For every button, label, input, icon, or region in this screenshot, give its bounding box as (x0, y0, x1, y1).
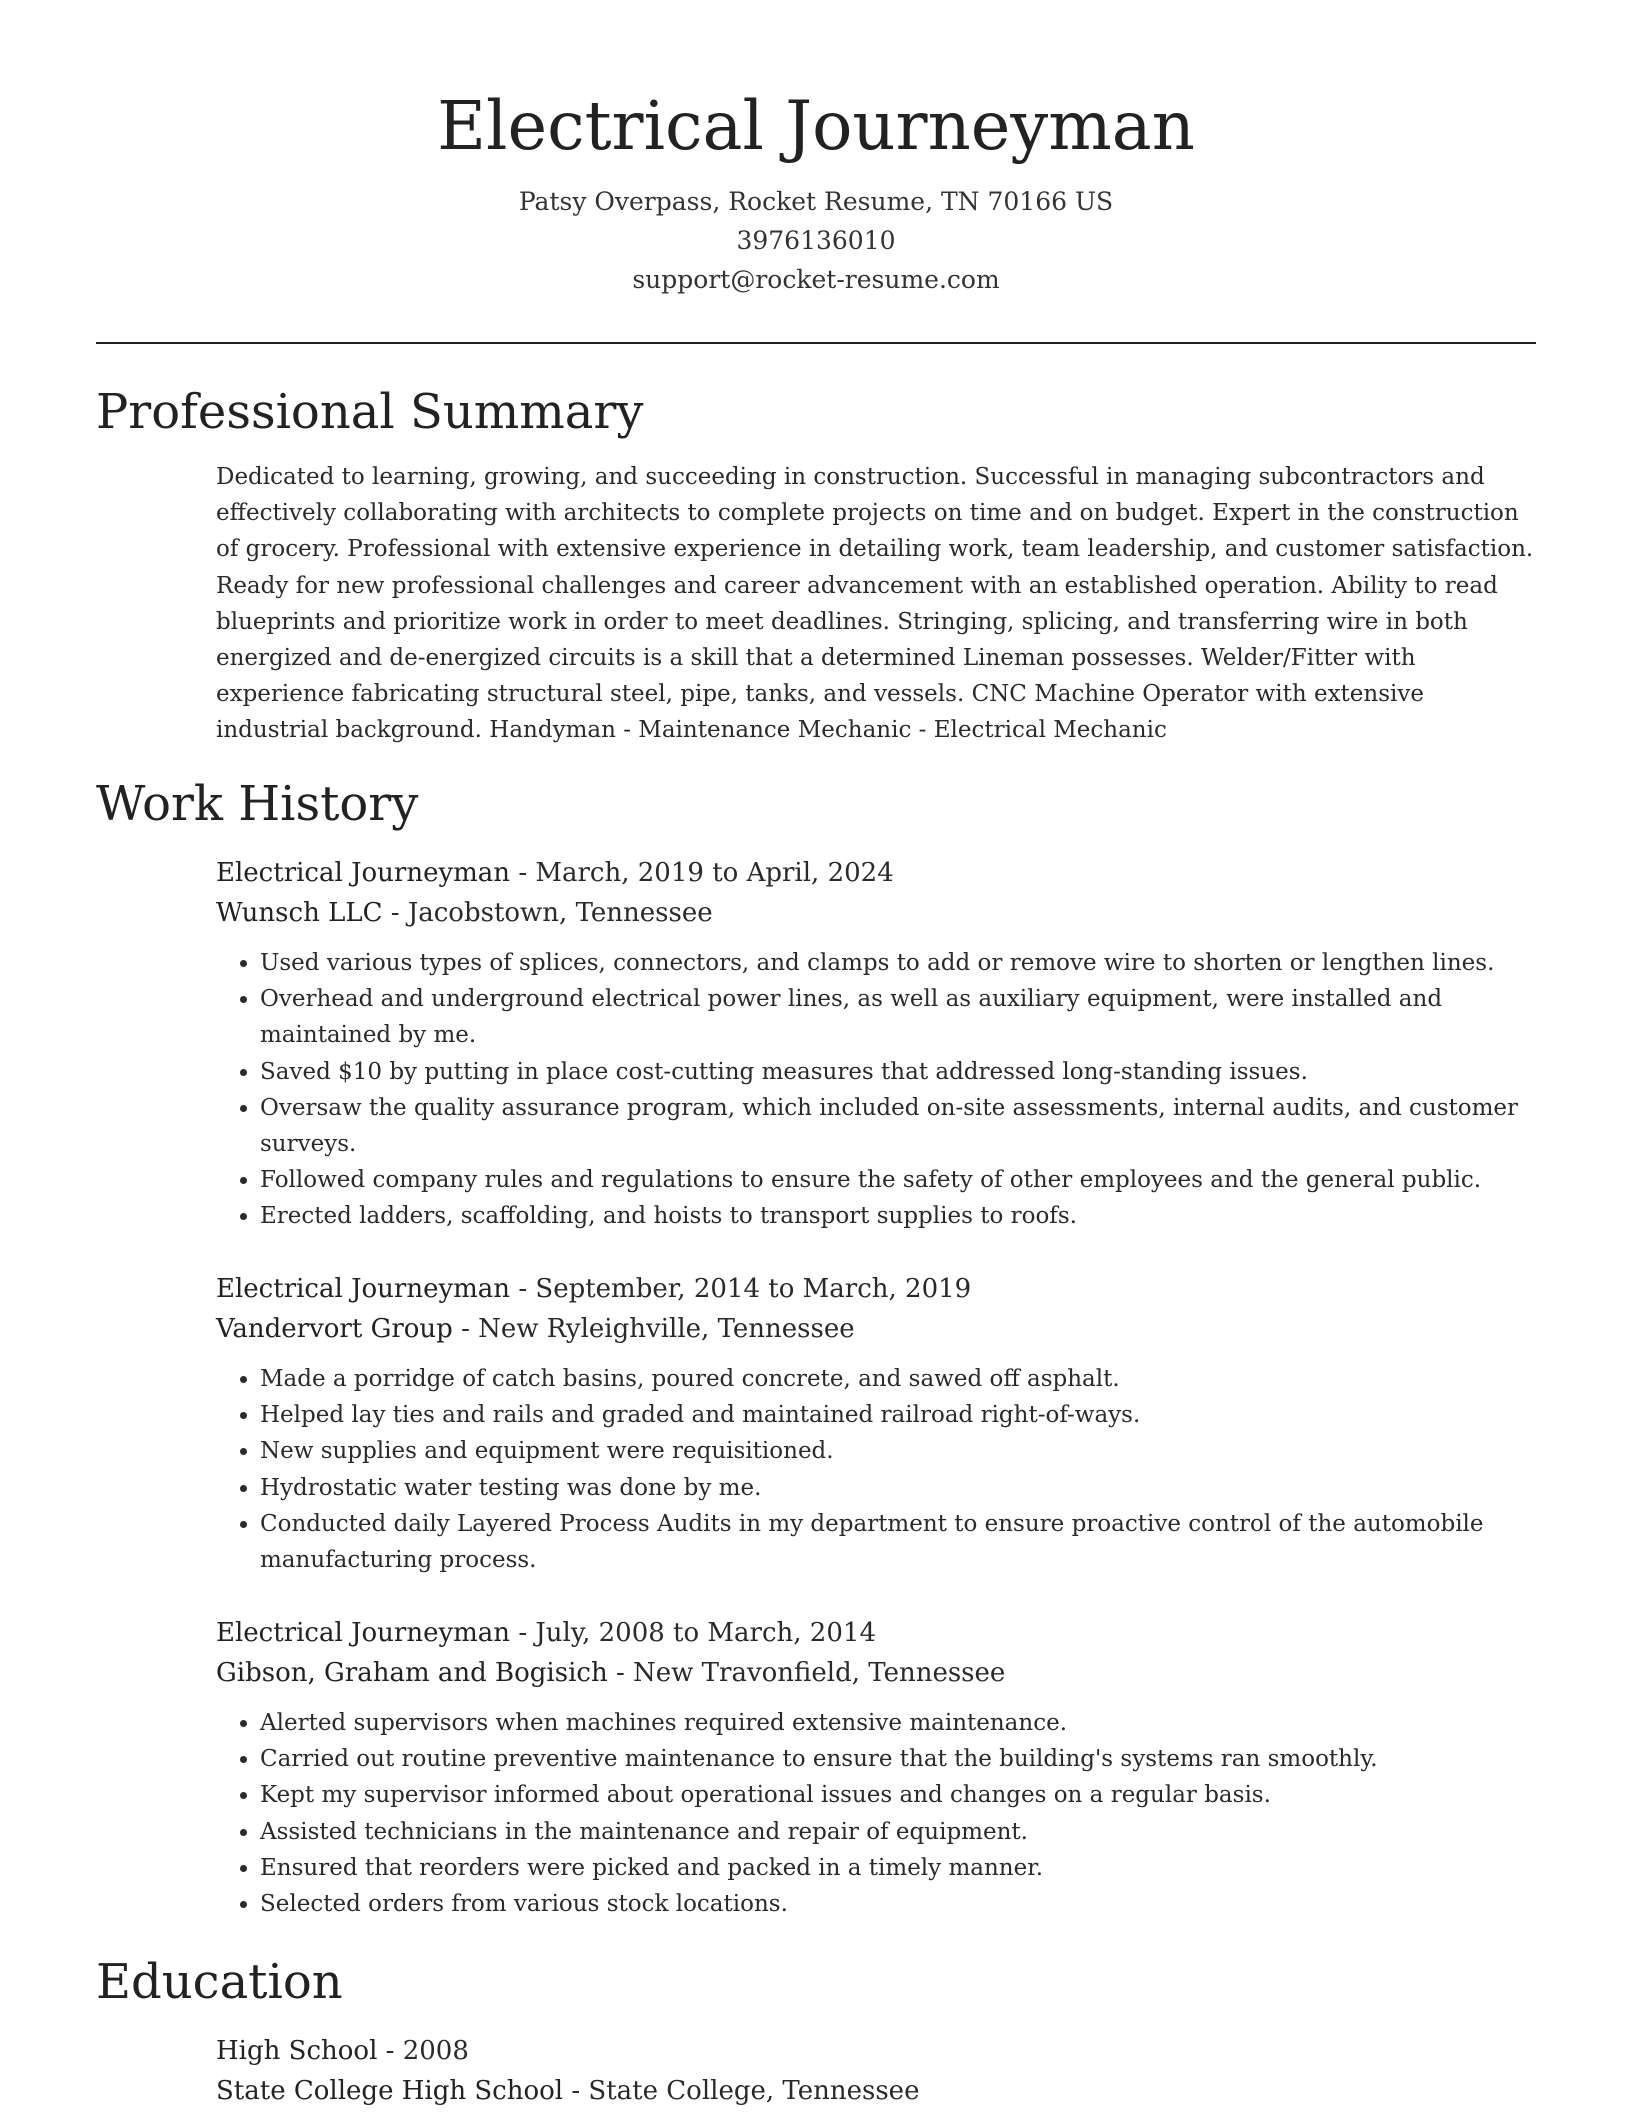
list-item: • Oversaw the quality assurance program, which included on-site assessments, internal audits, and customer surveys. (260, 1090, 1540, 1162)
list-item: • New supplies and equipment were requisitioned. (260, 1433, 1540, 1469)
list-item: • Made a porridge of catch basins, poured concrete, and sawed off asphalt. (260, 1361, 1540, 1397)
list-item: • Erected ladders, scaffolding, and hoists to transport supplies to roofs. (260, 1198, 1540, 1234)
job-org-line (216, 893, 1540, 933)
education-degree-line (216, 2031, 1540, 2071)
job-bullets (216, 945, 1540, 1235)
list-item: • Overhead and underground electrical power lines, as well as auxiliary equipment, were installed and maintained by me. (260, 981, 1540, 1053)
list-item: • Assisted technicians in the maintenance and repair of equipment. (260, 1814, 1540, 1850)
job-company: Wunsch LLC (216, 898, 383, 928)
candidate-title: Electrical Journeyman (437, 87, 1195, 165)
job-entry-2 (216, 1269, 1540, 1578)
job-entry-1 (216, 853, 1540, 1235)
job-bullets (216, 1705, 1540, 1922)
list-item: • Conducted daily Layered Process Audits in my department to ensure proactive control of the automobile manufacturing process. (260, 1506, 1540, 1578)
contact-phone: 3976136010 (736, 226, 896, 255)
list-item: • Used various types of splices, connectors, and clamps to add or remove wire to shorten or lengthen lines. (260, 945, 1540, 981)
job-dates: - July, 2008 to March, 2014 (510, 1618, 876, 1648)
job-location: - Jacobstown, Tennessee (382, 898, 713, 928)
header-divider (96, 342, 1536, 344)
resume-header (96, 80, 1536, 299)
list-item: • Selected orders from various stock locations. (260, 1886, 1540, 1922)
job-title-line (216, 1269, 1540, 1309)
list-item: • Carried out routine preventive maintenance to ensure that the building's systems ran smoothly. (260, 1741, 1540, 1777)
list-item: • Hydrostatic water testing was done by me. (260, 1470, 1540, 1506)
education-degree: High School (216, 2036, 378, 2066)
contact-address: Patsy Overpass, Rocket Resume, TN 70166 US (518, 187, 1114, 216)
job-company: Gibson, Graham and Bogisich (216, 1658, 608, 1688)
job-bullets (216, 1361, 1540, 1578)
education-location: - State College, Tennessee (563, 2076, 920, 2106)
job-company: Vandervort Group (216, 1314, 453, 1344)
summary-section (216, 459, 1540, 749)
job-dates: - September, 2014 to March, 2019 (510, 1274, 972, 1304)
list-item: • Ensured that reorders were picked and packed in a timely manner. (260, 1850, 1540, 1886)
list-item: • Saved $10 by putting in place cost-cutting measures that addressed long-standing issues. (260, 1054, 1540, 1090)
education-entry (216, 2031, 1540, 2111)
job-title-line (216, 1613, 1540, 1653)
education-school-line (216, 2071, 1540, 2111)
job-org-line (216, 1309, 1540, 1349)
list-item: • Helped lay ties and rails and graded and maintained railroad right-of-ways. (260, 1397, 1540, 1433)
job-dates: - March, 2019 to April, 2024 (510, 858, 894, 888)
work-history-heading: Work History (96, 776, 419, 832)
education-school: State College High School (216, 2076, 564, 2106)
summary-text: Dedicated to learning, growing, and succeeding in construction. Successful in managing subcontractors and effectively collaborating with architects to complete projects on time and on budget. Expert in the construction of grocery. Professional with extensive experience in detailing work, team leadership, and customer satisfaction. Ready for new professional challenges and career advancement with an established operation. Ability to read blueprints and prioritize work in order to meet deadlines. Stringing, splicing, and transferring wire in both energized and de-energized circuits is a skill that a determined Lineman possesses. Welder/Fitter with experience fabricating structural steel, pipe, tanks, and vessels. CNC Machine Operator with extensive industrial background. Handyman - Maintenance Mechanic - Electrical Mechanic (216, 464, 1534, 744)
education-year: - 2008 (377, 2036, 469, 2066)
job-location: - New Travonfield, Tennessee (607, 1658, 1006, 1688)
education-heading: Education (96, 1954, 343, 2010)
job-position: Electrical Journeyman (216, 858, 511, 888)
job-position: Electrical Journeyman (216, 1274, 511, 1304)
list-item: • Alerted supervisors when machines required extensive maintenance. (260, 1705, 1540, 1741)
job-org-line (216, 1653, 1540, 1693)
job-position: Electrical Journeyman (216, 1618, 511, 1648)
list-item: • Kept my supervisor informed about operational issues and changes on a regular basis. (260, 1777, 1540, 1813)
job-entry-3 (216, 1613, 1540, 1922)
job-location: - New Ryleighville, Tennessee (452, 1314, 855, 1344)
list-item: • Followed company rules and regulations to ensure the safety of other employees and the general public. (260, 1162, 1540, 1198)
contact-email: support@rocket-resume.com (632, 265, 1000, 294)
job-title-line (216, 853, 1540, 893)
summary-heading: Professional Summary (96, 384, 644, 440)
